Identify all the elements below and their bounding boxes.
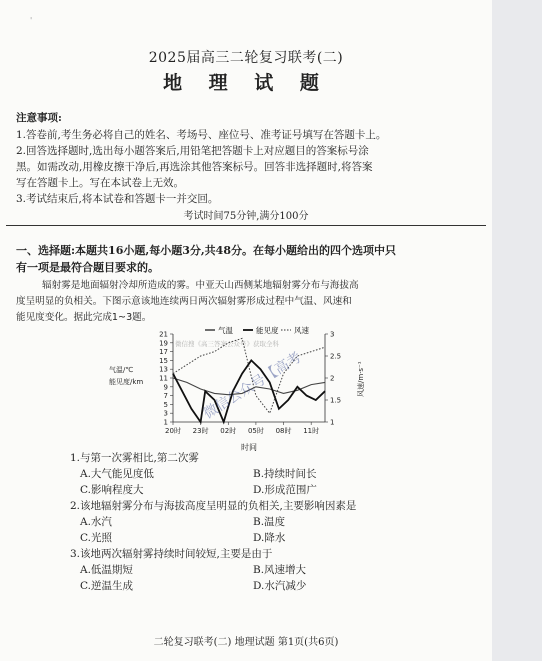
y-tick-label-left: 19	[159, 339, 168, 348]
chart-legend	[205, 325, 309, 335]
x-tick-label: 23时	[192, 427, 209, 435]
passage-line: 辐射雾是地面辐射冷却所造成的雾。中亚天山西侧某地辐射雾分布与海拔高	[42, 280, 359, 291]
weather-chart	[109, 322, 375, 452]
y-tick-label-left: 7	[163, 392, 168, 401]
y-tick-label-left: 13	[159, 365, 168, 374]
option-d: D.水汽减少	[253, 580, 307, 592]
legend-label: 气温	[218, 326, 233, 335]
x-tick-label: 02时	[220, 427, 237, 435]
question-stem: 3.该地两次辐射雾持续时间较短,主要是由于	[70, 548, 273, 560]
page-footer: 二轮复习联考(二) 地理试题 第1页(共6页)	[153, 637, 339, 648]
option-c: C.逆温生成	[80, 580, 133, 592]
option-b: B.持续时间长	[253, 468, 317, 480]
y-tick-label-right: 1.5	[330, 396, 342, 405]
series-wind-speed	[173, 338, 325, 413]
passage-line: 度呈明显的负相关。下图示意该地连续两日两次辐射雾形成过程中气温、风速和	[16, 296, 352, 307]
x-tick-label: 08时	[275, 427, 292, 435]
y-tick-label-right: 2.5	[330, 352, 342, 361]
y-tick-label-left: 5	[163, 400, 168, 409]
x-tick-label: 11时	[303, 427, 320, 435]
y-axis-left-ticks	[159, 331, 173, 427]
y-tick-label-right: 2	[330, 374, 335, 383]
watermark	[175, 339, 304, 422]
question-stem: 2.该地辐射雾分布与海拔高度呈明显的负相关,主要影响因素是	[70, 500, 357, 512]
y-tick-label-left: 11	[159, 374, 168, 383]
watermark-small: 微信搜《高三答案公众号》获取全科	[175, 340, 279, 348]
y-axis-left-label-line: 能见度/km	[109, 378, 144, 386]
option-b: B.风速增大	[253, 564, 307, 576]
notice-line: 1.答卷前,考生务必将自己的姓名、考场号、座位号、准考证号填写在答题卡上。	[16, 129, 387, 141]
legend-label: 能见度	[256, 326, 279, 335]
y-axis-left-label-line: 气温/℃	[109, 366, 134, 374]
notice-line: 黑。如需改动,用橡皮擦干净后,再选涂其他答案标号。回答非选择题时,将答案	[16, 161, 373, 173]
option-d: D.降水	[253, 532, 286, 544]
watermark-main: 微信公众号【高考	[200, 349, 305, 423]
y-axis-right-label: 风速/m·s⁻¹	[357, 361, 365, 397]
x-axis-label: 时间	[241, 443, 257, 452]
y-tick-label-right: 1	[330, 418, 335, 427]
exam-subject: 地 理 试 题	[163, 72, 329, 94]
notice-title: 注意事项:	[16, 112, 62, 124]
y-tick-label-left: 9	[163, 383, 168, 392]
page-gutter	[492, 0, 542, 661]
y-axis-left-label	[109, 365, 143, 386]
option-c: C.影响程度大	[80, 484, 144, 496]
option-a: A.大气能见度低	[80, 468, 154, 480]
divider	[6, 225, 486, 226]
section-heading-cont: 有一项是最符合题目要求的。	[16, 261, 159, 274]
x-tick-label: 05时	[247, 427, 264, 435]
notice-line: 写在答题卡上。写在本试卷上无效。	[16, 177, 184, 189]
notice-line: 3.考试结束后,将本试卷和答题卡一并交回。	[16, 193, 219, 205]
section-heading: 一、选择题:本题共16小题,每小题3分,共48分。在每小题给出的四个选项中只	[16, 244, 396, 257]
y-tick-label-left: 15	[159, 356, 168, 365]
option-c: C.光照	[80, 532, 112, 544]
option-d: D.形成范围广	[253, 484, 317, 496]
x-axis-ticks	[165, 422, 319, 435]
option-a: A.低温期短	[80, 564, 133, 576]
y-tick-label-left: 3	[163, 409, 168, 418]
option-a: A.水汽	[80, 516, 112, 528]
option-b: B.温度	[253, 516, 286, 528]
y-axis-right-ticks	[325, 331, 341, 427]
x-tick-label: 20时	[165, 427, 181, 435]
question-stem: 1.与第一次雾相比,第二次雾	[70, 452, 199, 464]
notice-line: 2.回答选择题时,选出每小题答案后,用铅笔把答题卡上对应题目的答案标号涂	[16, 145, 369, 157]
passage-line: 能见度变化。据此完成1~3题。	[16, 312, 152, 323]
y-tick-label-left: 17	[159, 348, 168, 357]
y-tick-label-right: 3	[330, 330, 335, 339]
y-tick-label-left: 21	[159, 330, 168, 339]
exam-title: 2025届高三二轮复习联考(二)	[148, 50, 344, 66]
legend-label: 风速	[294, 326, 309, 335]
scan-mark: '	[30, 16, 33, 25]
exam-time: 考试时间75分钟,满分100分	[183, 211, 309, 222]
y-tick-label-left: 1	[163, 418, 168, 427]
